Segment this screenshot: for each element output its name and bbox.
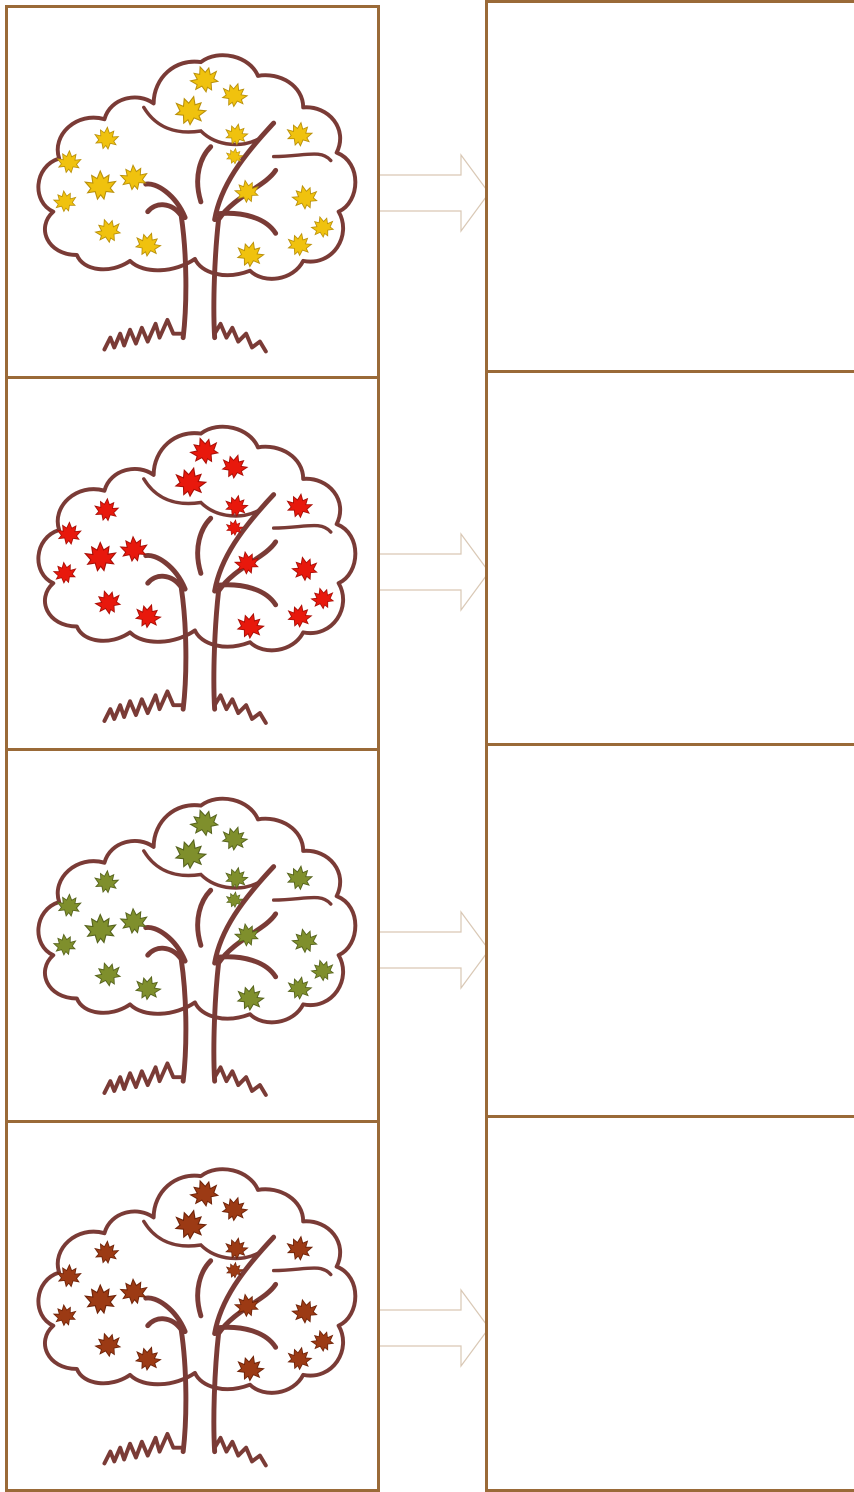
grass-right	[215, 1067, 266, 1095]
leaf-icon	[290, 927, 319, 955]
leaf-icon	[235, 610, 267, 640]
leaf-icon	[187, 434, 222, 467]
tree-picture-frame	[5, 376, 380, 751]
arrow-outline	[380, 155, 489, 231]
leaf-icon	[286, 975, 313, 1001]
leaf-icon	[309, 1328, 336, 1354]
leaf-icon	[120, 536, 148, 562]
right-arrow-icon	[379, 910, 491, 990]
grass-right	[215, 1438, 266, 1466]
leaf-icon	[93, 959, 124, 989]
leaf-icon	[235, 239, 267, 269]
answer-box[interactable]	[485, 1115, 854, 1492]
leaf-icon	[286, 231, 313, 257]
leaf-icon	[93, 587, 124, 617]
leaf-icon	[286, 1345, 313, 1371]
arrow-outline	[380, 534, 489, 610]
tree-with-leaves-icon	[8, 751, 377, 1120]
leaf-icon	[309, 957, 336, 983]
leaf-icon	[290, 183, 319, 211]
tree-picture-frame	[5, 5, 380, 379]
leaf-icon	[53, 561, 77, 584]
leaf-icon	[85, 171, 116, 200]
tree-picture-frame	[5, 1120, 380, 1492]
leaf-icon	[120, 1278, 148, 1304]
answer-box[interactable]	[485, 743, 854, 1118]
right-arrow-icon	[379, 1288, 491, 1368]
leaf-icon	[219, 824, 249, 853]
right-arrow-icon	[379, 153, 491, 233]
leaf-icon	[53, 190, 77, 213]
leaf-icon	[235, 1353, 267, 1383]
leaf-icon	[57, 894, 81, 917]
leaf-icon	[219, 80, 249, 109]
leaf-icon	[133, 601, 164, 631]
arrow-outline	[380, 1290, 489, 1366]
leaf-icon	[53, 1304, 77, 1327]
leaf-icon	[219, 1194, 249, 1223]
answer-box[interactable]	[485, 0, 854, 373]
leaf-icon	[290, 555, 319, 583]
leaf-icon	[94, 870, 119, 894]
leaf-icon	[286, 492, 314, 518]
leaf-icon	[85, 914, 116, 943]
leaf-icon	[94, 498, 119, 522]
leaf-icon	[187, 1176, 222, 1209]
arrow-outline	[380, 912, 489, 988]
leaf-icon	[120, 908, 148, 934]
leaf-icon	[290, 1297, 319, 1325]
grass-left	[104, 691, 181, 721]
leaf-icon	[94, 1240, 119, 1264]
grass-left	[104, 1063, 181, 1093]
leaf-icon	[286, 603, 313, 629]
tree-with-leaves-icon	[8, 1123, 377, 1489]
leaf-icon	[286, 864, 314, 890]
leaf-icon	[57, 522, 81, 545]
leaf-icon	[133, 230, 164, 260]
leaf-icon	[235, 982, 267, 1012]
tree-trunk	[146, 495, 276, 710]
leaf-icon	[133, 973, 164, 1003]
grass-left	[104, 320, 181, 350]
leaf-icon	[53, 933, 77, 956]
leaf-icon	[309, 585, 336, 611]
tree-with-leaves-icon	[8, 379, 377, 748]
tree-trunk	[146, 1237, 276, 1451]
leaf-icon	[93, 216, 124, 246]
grass-left	[104, 1434, 181, 1464]
leaf-icon	[172, 464, 208, 499]
tree-trunk	[146, 867, 276, 1082]
leaf-icon	[94, 126, 119, 150]
tree-picture-frame	[5, 748, 380, 1123]
leaf-icon	[187, 62, 222, 95]
leaf-icon	[309, 214, 336, 240]
grass-right	[215, 695, 266, 723]
leaf-icon	[120, 164, 148, 190]
tree-trunk	[146, 123, 276, 338]
leaf-icon	[286, 121, 314, 147]
leaf-icon	[172, 1207, 208, 1242]
leaf-icon	[172, 836, 208, 871]
leaf-icon	[172, 93, 208, 128]
leaf-icon	[85, 1285, 116, 1314]
leaf-icon	[219, 452, 249, 481]
leaf-icon	[93, 1330, 124, 1360]
leaf-icon	[133, 1344, 164, 1374]
tree-with-leaves-icon	[8, 8, 377, 376]
leaf-icon	[85, 542, 116, 571]
grass-right	[215, 324, 266, 352]
leaf-icon	[57, 1264, 81, 1287]
answer-box[interactable]	[485, 370, 854, 746]
leaf-icon	[285, 1235, 313, 1261]
leaf-icon	[57, 150, 81, 173]
right-arrow-icon	[379, 532, 491, 612]
leaf-icon	[187, 806, 222, 839]
